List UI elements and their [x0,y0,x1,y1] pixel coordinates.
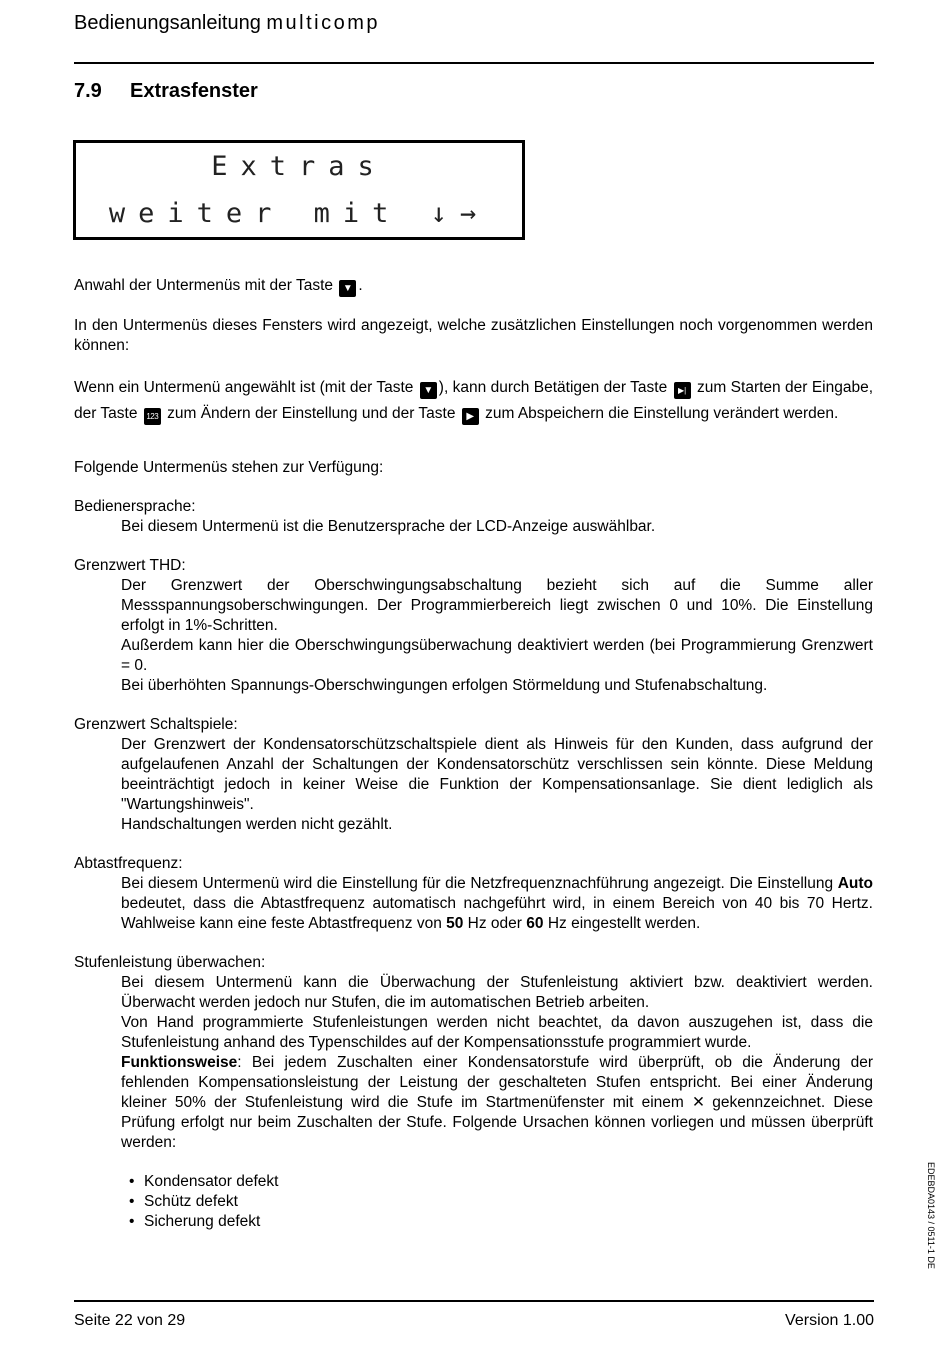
lcd-line-2: weiter mit ↓→ [108,198,490,229]
header-title-prefix: Bedienungsanleitung [74,12,267,34]
document-code: EDEBDA0143 / 0511-1 DE [926,1162,936,1269]
menu-text-stufenleistung-1: Bei diesem Untermenü kann die Überwachung der Stufenleistung aktiviert bzw. deaktiviert werden. Überwacht werden jedoch nur Stufen, die im automatischen Betrieb arbeiten. [121,974,873,1011]
list-item: • Sicherung defekt [144,1212,873,1232]
menu-text-sprache: Bei diesem Untermenü ist die Benutzersprache der LCD-Anzeige auswählbar. [121,518,656,535]
paragraph-keys: Wenn ein Untermenü angewählt ist (mit der Taste ▼ ), kann durch Betätigen der Taste ▶| zum Starten der Eingabe, der Taste 123 zum Ändern der Einstellung und der Taste ▶ zum Abspeichern die Einstellung verändert werden. [74,375,873,427]
menu-text-schaltspiele-2: Handschaltungen werden nicht gezählt. [121,816,393,833]
list-item: • Schütz defekt [144,1192,873,1212]
causes-list [74,1172,873,1232]
section-heading [74,80,258,103]
footer-rule [74,1300,874,1302]
lcd-display [73,140,525,240]
menu-text-schaltspiele-1: Der Grenzwert der Kondensatorschützschaltspiele dient als Hinweis für den Kunden, dass aufgrund der aufgelaufenen Anzahl der Schaltungen der Kondensatorschütz verschlissen sein könnte. Diese Meldung beeinträchtigt jedoch in keiner Weise die Funktion der Kompensationsanlage. Sie dient lediglich als "Wartungshinweis". [121,736,873,813]
menu-title-sprache: Bedienersprache: [74,498,196,515]
lcd-line-1: Extras [211,151,387,182]
paragraph-intro: In den Untermenüs dieses Fensters wird angezeigt, welche zusätzlichen Einstellungen noch vorgenommen werden können: [74,317,873,354]
menu-text-stufenleistung-3: Funktionsweise: Bei jedem Zuschalten einer Kondensatorstufe wird überprüft, ob die Änderung der fehlenden Kompensationsleistung der Leistung der geschalteten Stufen entspricht. Bei einer Änderung kleiner 50% der Stufenleistung wird die Stufe im Startmenüfenster mit einem ✕ gekennzeichnet. Diese Prüfung erfolgt nur beim Zuschalten der Stufe. Folgende Ursachen können vorliegen und müssen überprüft werden: [121,1054,873,1151]
header-title [74,12,380,35]
version-label: Version 1.00 [785,1312,874,1329]
menu-text-thd-1: Der Grenzwert der Oberschwingungsabschaltung bezieht sich auf die Summe aller Messspannungsoberschwingungen. Der Programmierbereich liegt zwischen 0 und 10%. Die Einstellung erfolgt in 1%-Schritten. [121,577,873,634]
menu-title-thd: Grenzwert THD: [74,557,186,574]
menu-text-thd-3: Bei überhöhten Spannungs-Oberschwingungen erfolgen Störmeldung und Stufenabschaltung. [121,677,768,694]
section-title: Extrasfenster [130,80,258,102]
menu-text-stufenleistung-2: Von Hand programmierte Stufenleistungen werden nicht beachtet, da davon auszugehen ist, dass die Stufenleistung anhand des Typenschildes auf der Kompensationsstufe programmiert wurde. [121,1014,873,1051]
menu-text-thd-2: Außerdem kann hier die Oberschwingungsüberwachung deaktiviert werden (bei Programmierung Grenzwert = 0. [121,637,873,674]
play-key-icon: ▶ [462,408,479,425]
cross-marker-icon: ✕ [692,1094,706,1111]
menu-text-abtastfrequenz: Bei diesem Untermenü wird die Einstellung für die Netzfrequenznachführung angezeigt. Die Einstellung Auto bedeutet, dass die Abtastfrequenz automatisch nachgeführt wird, in einem Bereich von 40 bis 70 Hertz. Wahlweise kann eine feste Abtastfrequenz von 50 Hz oder 60 Hz eingestellt werden. [121,875,873,932]
paragraph-menus-intro: Folgende Untermenüs stehen zur Verfügung: [74,459,384,476]
list-item: • Kondensator defekt [144,1172,873,1192]
paragraph-selection: Anwahl der Untermenüs mit der Taste ▼ . [74,276,873,297]
down-key-icon: ▼ [339,280,356,297]
body-content [74,276,873,1232]
page-number: Seite 22 von 29 [74,1312,186,1329]
next-key-icon: ▶| [674,382,691,399]
menu-title-abtastfrequenz: Abtastfrequenz: [74,855,183,872]
section-number: 7.9 [74,80,102,102]
brand-name: multicomp [266,12,381,34]
menu-title-stufenleistung: Stufenleistung überwachen: [74,954,266,971]
header-rule [74,62,874,64]
down-key-icon: ▼ [420,382,437,399]
number-key-icon: 123 [144,408,161,425]
menu-title-schaltspiele: Grenzwert Schaltspiele: [74,716,238,733]
